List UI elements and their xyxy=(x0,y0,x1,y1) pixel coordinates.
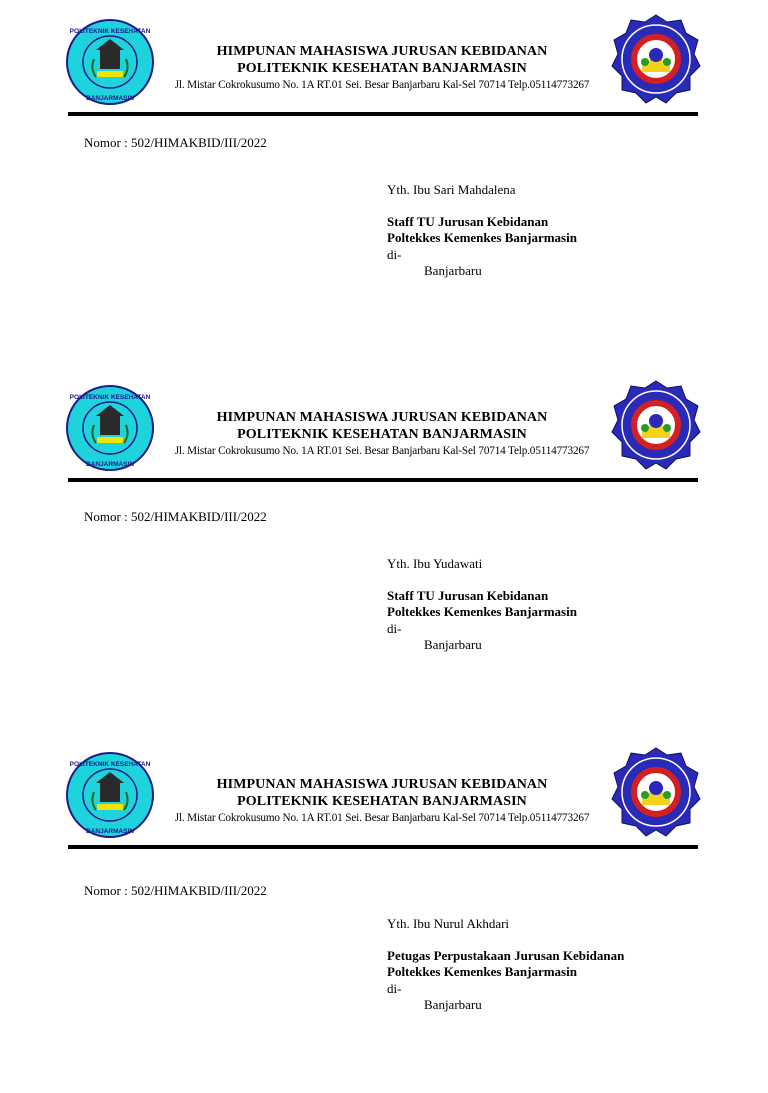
org-address: Jl. Mistar Cokrokusumo No. 1A RT.01 Sei. Besar Banjarbaru Kal-Sel 70714 Telp.05114773267 xyxy=(174,812,590,824)
himakbid-emblem-icon xyxy=(611,380,701,470)
recipient-institution: Poltekkes Kemenkes Banjarmasin xyxy=(387,230,577,245)
recipient-di: di- xyxy=(387,980,402,996)
letterhead xyxy=(150,409,614,460)
recipient-name: Yth. Ibu Nurul Akhdari xyxy=(387,916,510,931)
letter-number: Nomor : 502/HIMAKBID/III/2022 xyxy=(84,883,267,898)
svg-text:POLITEKNIK KESEHATAN: POLITEKNIK KESEHATAN xyxy=(69,394,151,401)
poltekkes-seal-icon xyxy=(66,752,154,838)
recipient-city: Banjarbaru xyxy=(424,997,482,1012)
org-address: Jl. Mistar Cokrokusumo No. 1A RT.01 Sei. Besar Banjarbaru Kal-Sel 70714 Telp.05114773267 xyxy=(174,445,590,457)
himakbid-emblem-icon xyxy=(611,14,701,104)
recipient-institution: Poltekkes Kemenkes Banjarmasin xyxy=(387,964,577,979)
recipient-position: Staff TU Jurusan Kebidanan xyxy=(387,587,549,603)
letterhead-rule xyxy=(68,845,698,849)
poltekkes-seal-icon xyxy=(66,385,154,471)
letter-1 xyxy=(0,0,768,360)
svg-text:POLITEKNIK KESEHATAN: POLITEKNIK KESEHATAN xyxy=(69,28,151,35)
letterhead xyxy=(150,43,614,94)
recipient-city: Banjarbaru xyxy=(424,637,482,652)
institution-name: POLITEKNIK KESEHATAN BANJARMASIN xyxy=(237,427,527,442)
org-name: HIMPUNAN MAHASISWA JURUSAN KEBIDANAN xyxy=(216,44,548,59)
svg-text:BANJARMASIN: BANJARMASIN xyxy=(85,828,135,835)
institution-name: POLITEKNIK KESEHATAN BANJARMASIN xyxy=(237,794,527,809)
svg-text:BANJARMASIN: BANJARMASIN xyxy=(85,95,135,102)
himakbid-emblem-icon xyxy=(611,747,701,837)
letterhead-rule xyxy=(68,478,698,482)
poltekkes-seal-icon xyxy=(66,19,154,105)
letter-number: Nomor : 502/HIMAKBID/III/2022 xyxy=(84,509,267,524)
recipient-block xyxy=(387,916,624,1014)
recipient-institution: Poltekkes Kemenkes Banjarmasin xyxy=(387,604,577,619)
svg-text:POLITEKNIK KESEHATAN: POLITEKNIK KESEHATAN xyxy=(69,761,151,768)
org-name: HIMPUNAN MAHASISWA JURUSAN KEBIDANAN xyxy=(216,777,548,792)
recipient-block xyxy=(387,182,577,280)
letterhead-rule xyxy=(68,112,698,116)
recipient-di: di- xyxy=(387,620,402,636)
recipient-name: Yth. Ibu Sari Mahdalena xyxy=(387,182,516,197)
letter-3 xyxy=(0,733,768,1093)
recipient-block xyxy=(387,556,577,654)
letterhead xyxy=(150,776,614,827)
institution-name: POLITEKNIK KESEHATAN BANJARMASIN xyxy=(237,61,527,76)
org-name: HIMPUNAN MAHASISWA JURUSAN KEBIDANAN xyxy=(216,410,548,425)
letter-2 xyxy=(0,366,768,726)
recipient-name: Yth. Ibu Yudawati xyxy=(387,556,483,571)
recipient-position: Staff TU Jurusan Kebidanan xyxy=(387,213,549,229)
recipient-position: Petugas Perpustakaan Jurusan Kebidanan xyxy=(387,947,625,963)
org-address: Jl. Mistar Cokrokusumo No. 1A RT.01 Sei. Besar Banjarbaru Kal-Sel 70714 Telp.05114773267 xyxy=(174,79,590,91)
recipient-di: di- xyxy=(387,246,402,262)
letter-number: Nomor : 502/HIMAKBID/III/2022 xyxy=(84,135,267,150)
recipient-city: Banjarbaru xyxy=(424,263,482,278)
svg-text:BANJARMASIN: BANJARMASIN xyxy=(85,461,135,468)
